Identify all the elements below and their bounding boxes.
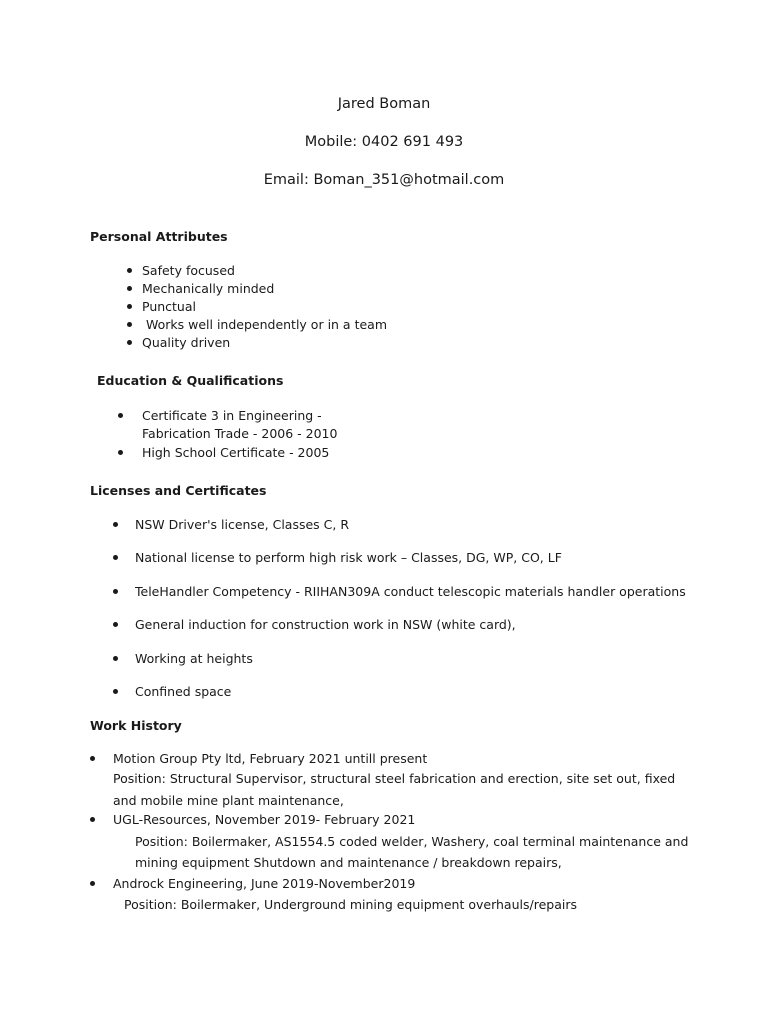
bullet-icon <box>113 656 118 661</box>
bullet-icon <box>127 340 132 345</box>
job-company: Androck Engineering, June 2019-November2019 <box>113 876 416 891</box>
bullet-icon <box>113 522 118 527</box>
job-company: Motion Group Pty ltd, February 2021 untill present <box>113 751 428 766</box>
qualification-item: Certificate 3 in Engineering - <box>142 408 322 423</box>
attribute-item: Quality driven <box>142 335 231 350</box>
job-position-continued: mining equipment Shutdown and maintenance / breakdown repairs, <box>135 855 562 870</box>
job-position: Position: Structural Supervisor, structural steel fabrication and erection, site set out, fixed <box>113 771 676 786</box>
job-company: UGL-Resources, November 2019- February 2021 <box>113 812 416 827</box>
job-position-continued: and mobile mine plant maintenance, <box>113 793 344 808</box>
license-item: NSW Driver's license, Classes C, R <box>135 517 350 532</box>
attribute-item: Works well independently or in a team <box>142 317 387 332</box>
candidate-name: Jared Boman <box>337 96 431 112</box>
license-item: Working at heights <box>135 651 253 666</box>
qualification-item-continued: Fabrication Trade - 2006 - 2010 <box>142 426 338 441</box>
bullet-icon <box>127 304 132 309</box>
license-item: National license to perform high risk work – Classes, DG, WP, CO, LF <box>135 550 562 565</box>
bullet-icon <box>90 756 95 761</box>
bullet-icon <box>113 555 118 560</box>
education-heading: Education & Qualifications <box>97 373 284 388</box>
attribute-item: Mechanically minded <box>142 281 275 296</box>
email-address: Email: Boman_351@hotmail.com <box>263 172 505 188</box>
licenses-heading: Licenses and Certificates <box>90 483 267 498</box>
license-item: General induction for construction work in NSW (white card), <box>135 617 516 632</box>
license-item: TeleHandler Competency - RIIHAN309A conduct telescopic materials handler operations <box>135 584 686 599</box>
personal-attributes-heading: Personal Attributes <box>90 229 228 244</box>
bullet-icon <box>118 450 123 455</box>
bullet-icon <box>118 413 123 418</box>
license-item: Confined space <box>135 684 232 699</box>
bullet-icon <box>113 622 118 627</box>
bullet-icon <box>127 286 132 291</box>
attribute-item: Safety focused <box>142 263 235 278</box>
bullet-icon <box>90 881 95 886</box>
job-position: Position: Boilermaker, AS1554.5 coded welder, Washery, coal terminal maintenance and <box>135 834 689 849</box>
attribute-item: Punctual <box>142 299 196 314</box>
bullet-icon <box>113 689 118 694</box>
job-position: Position: Boilermaker, Underground mining equipment overhauls/repairs <box>124 897 577 912</box>
mobile-number: Mobile: 0402 691 493 <box>304 134 464 150</box>
bullet-icon <box>113 589 118 594</box>
bullet-icon <box>127 268 132 273</box>
qualification-item: High School Certificate - 2005 <box>142 445 330 460</box>
work-history-heading: Work History <box>90 718 182 733</box>
bullet-icon <box>127 322 132 327</box>
bullet-icon <box>90 817 95 822</box>
